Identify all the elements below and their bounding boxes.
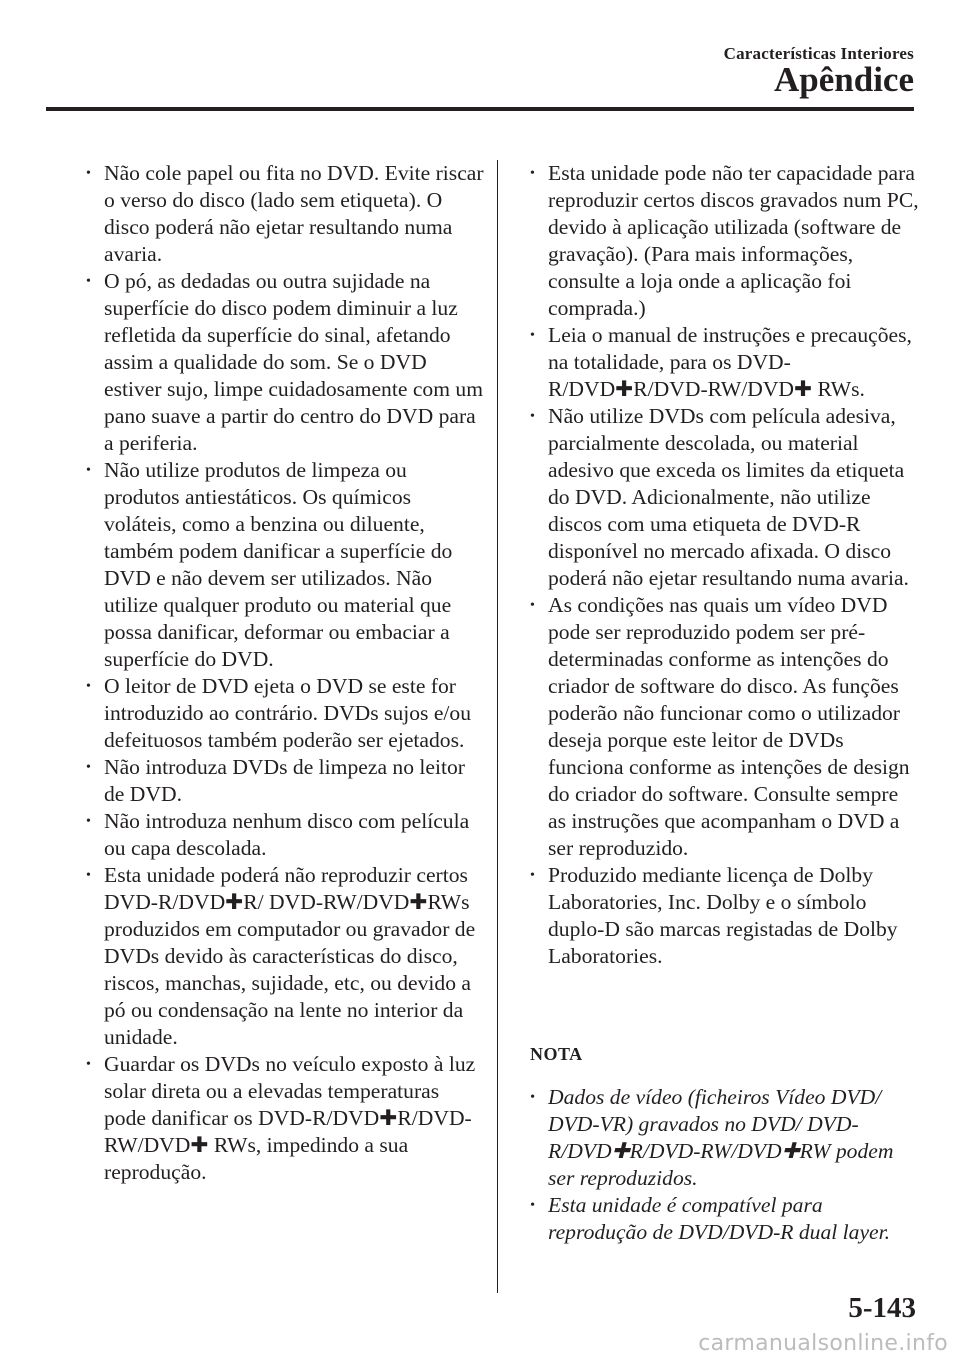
list-item-text: O pó, as dedadas ou outra sujidade na superfície do disco podem diminuir a luz refletida da superfície do sinal, afetando assim a qualidade do som. Se o DVD estiver sujo, limpe cuidadosamente com um pano suave a partir do centro do DVD para a periferia. (104, 269, 483, 455)
list-item (86, 754, 486, 808)
bullet-icon: • (530, 166, 535, 181)
list-item-text: Não utilize DVDs com película adesiva, parcialmente descolada, ou material adesivo que exceda os limites da etiqueta do DVD. Adicionalmente, não utilize discos com uma etiqueta de DVD-R disponível no mercado afixada. O disco poderá não ejetar resultando numa avaria. (548, 404, 909, 590)
list-item (86, 457, 486, 673)
note-item-text: Esta unidade é compatível para reprodução de DVD/DVD-R dual layer. (548, 1193, 891, 1244)
list-item (86, 1051, 486, 1186)
list-item-text: Não introduza nenhum disco com película ou capa descolada. (104, 809, 470, 860)
note-list (530, 1084, 920, 1246)
bullet-icon: • (530, 868, 535, 883)
list-item (530, 862, 920, 970)
list-item (86, 160, 486, 268)
list-item (86, 808, 486, 862)
note-heading: NOTA (530, 1044, 583, 1064)
bullet-icon: • (86, 463, 91, 478)
list-item (530, 322, 920, 403)
bullet-icon: • (86, 166, 91, 181)
left-column-list (86, 160, 486, 1186)
list-item (530, 160, 920, 322)
bullet-icon: • (86, 679, 91, 694)
bullet-icon: • (530, 1090, 535, 1105)
note-item-text: Dados de vídeo (ficheiros Vídeo DVD/ DVD-VR) gravados no DVD/ DVD-R/DVD✚R/DVD-RW/DVD✚RW podem ser reproduzidos. (548, 1085, 894, 1190)
list-item (530, 592, 920, 862)
list-item (86, 673, 486, 754)
section-title: Características Interiores (723, 44, 914, 63)
bullet-icon: • (530, 409, 535, 424)
bullet-icon: • (530, 1198, 535, 1213)
list-item-text: Esta unidade poderá não reproduzir certos DVD-R/DVD✚R/ DVD-RW/DVD✚RWs produzidos em computador ou gravador de DVDs devido às características do disco, riscos, manchas, sujidade, etc, ou devido a pó ou condensação na lente no interior da unidade. (104, 863, 476, 1049)
list-item-text: As condições nas quais um vídeo DVD pode ser reproduzido podem ser pré-determinadas conforme as intenções do criador de software do disco. As funções poderão não funcionar como o utilizador deseja porque este leitor de DVDs funciona conforme as intenções de design do criador do software. Consulte sempre as instruções que acompanham o DVD a ser reproduzido. (548, 593, 910, 860)
note-item (530, 1192, 920, 1246)
right-column-list (530, 160, 920, 970)
page-title: Apêndice (774, 60, 914, 99)
header-rule (46, 107, 914, 111)
list-item-text: Esta unidade pode não ter capacidade para reproduzir certos discos gravados num PC, devido à aplicação utilizada (software de gravação). (Para mais informações, consulte a loja onde a aplicação foi comprada.) (548, 161, 919, 320)
list-item-text: Guardar os DVDs no veículo exposto à luz solar direta ou a elevadas temperaturas pode danificar os DVD-R/DVD✚R/DVD-RW/DVD✚ RWs, impedindo a sua reprodução. (104, 1052, 476, 1184)
list-item (86, 862, 486, 1051)
note-item (530, 1084, 920, 1192)
list-item-text: Leia o manual de instruções e precauções, na totalidade, para os DVD-R/DVD✚R/DVD-RW/DVD✚ RWs. (548, 323, 912, 401)
list-item-text: Não cole papel ou fita no DVD. Evite riscar o verso do disco (lado sem etiqueta). O disco poderá não ejetar resultando numa avaria. (104, 161, 484, 266)
list-item-text: Não introduza DVDs de limpeza no leitor de DVD. (104, 755, 465, 806)
bullet-icon: • (86, 814, 91, 829)
page-number: 5-143 (848, 1292, 916, 1324)
bullet-icon: • (86, 760, 91, 775)
bullet-icon: • (530, 328, 535, 343)
list-item (86, 268, 486, 457)
column-divider (497, 160, 498, 1293)
list-item-text: Produzido mediante licença de Dolby Laboratories, Inc. Dolby e o símbolo duplo-D são marcas registadas de Dolby Laboratories. (548, 863, 898, 968)
bullet-icon: • (530, 598, 535, 613)
list-item-text: Não utilize produtos de limpeza ou produtos antiestáticos. Os químicos voláteis, como a benzina ou diluente, também podem danificar a superfície do DVD e não devem ser utilizados. Não utilize qualquer produto ou material que possa danificar, deformar ou embaciar a superfície do DVD. (104, 458, 453, 671)
list-item-text: O leitor de DVD ejeta o DVD se este for introduzido ao contrário. DVDs sujos e/ou defeituosos também poderão ser ejetados. (104, 674, 472, 752)
list-item (530, 403, 920, 592)
bullet-icon: • (86, 274, 91, 289)
bullet-icon: • (86, 868, 91, 883)
watermark: carmanualsonline.info (698, 1331, 948, 1356)
bullet-icon: • (86, 1057, 91, 1072)
